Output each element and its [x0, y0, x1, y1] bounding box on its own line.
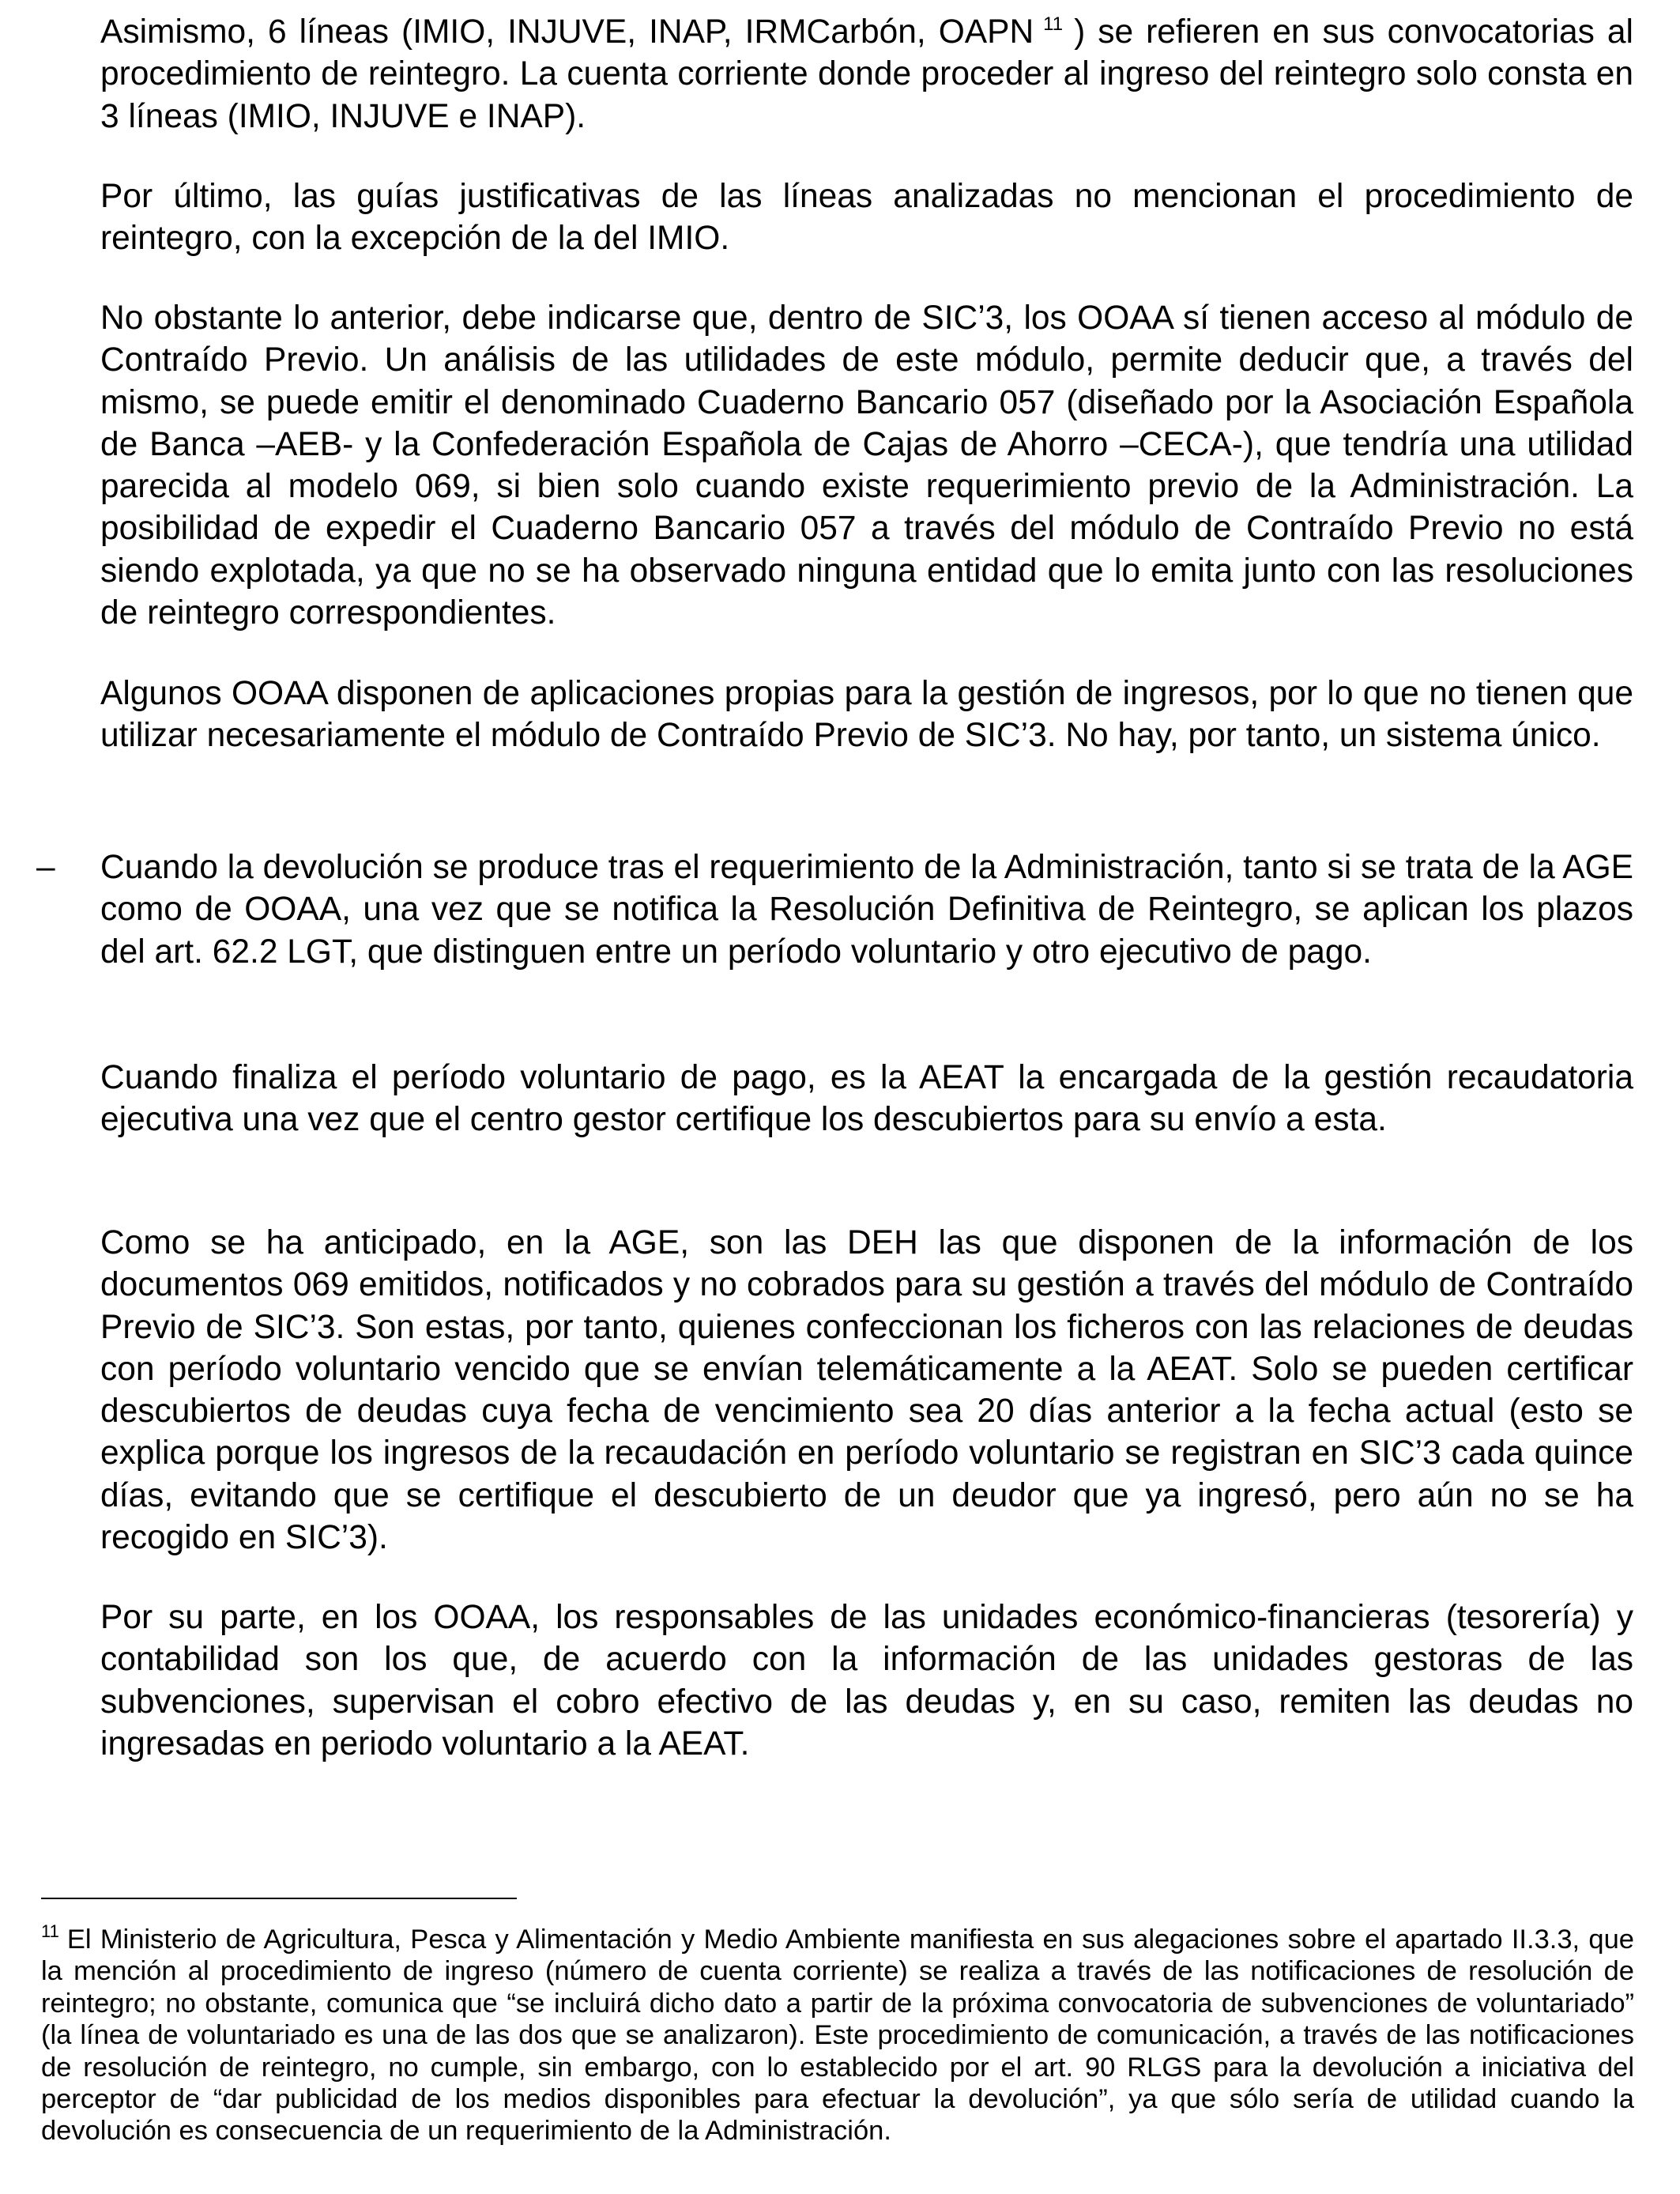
- paragraph-guias-justificativas: Por último, las guías justificativas de las líneas analizadas no mencionan el procedimiento de reintegro, con la excepción de la del IMIO.: [100, 178, 1633, 258]
- footnote-number: 11: [41, 1921, 59, 1941]
- paragraph-reintegro-lineas: [100, 11, 1633, 138]
- paragraph-contraido-previo: No obstante lo anterior, debe indicarse que, dentro de SIC’3, los OOAA sí tienen acceso al módulo de Contraído Previo. Un análisis de las utilidades de este módulo, permite deducir que, a través del mismo, se puede emitir el denominado Cuaderno Bancario 057 (diseñado por la Asociación Española de Banca –AEB- y la Confederación Española de Cajas de Ahorro –CECA-), que tendría una utilidad parecida al modelo 069, si bien solo cuando existe requerimiento previo de la Administración. La posibilidad de expedir el Cuaderno Bancario 057 a través del módulo de Contraído Previo no está siendo explotada, ya que no se ha observado ninguna entidad que lo emita junto con las resoluciones de reintegro correspondientes.: [100, 300, 1633, 632]
- paragraph-text: Asimismo, 6 líneas (IMIO, INJUVE, INAP, IRMCarbón, OAPN: [100, 13, 1034, 51]
- paragraph-aplicaciones-propias: Algunos OOAA disponen de aplicaciones propias para la gestión de ingresos, por lo que no tienen que utilizar necesariamente el módulo de Contraído Previo de SIC’3. No hay, por tanto, un sistema único.: [100, 675, 1633, 755]
- paragraph-ooaa-tesoreria: Por su parte, en los OOAA, los responsables de las unidades económico-financieras (tesorería) y contabilidad son los que, de acuerdo con la información de las unidades gestoras de las subvenciones, supervisan el cobro efectivo de las deudas y, en su caso, remiten las deudas no ingresadas en periodo voluntario a la AEAT.: [100, 1599, 1633, 1762]
- paragraph-deh-age: Como se ha anticipado, en la AGE, son las DEH las que disponen de la información de los documentos 069 emitidos, notificados y no cobrados para su gestión a través del módulo de Contraído Previo de SIC’3. Son estas, por tanto, quienes confeccionan los ficheros con las relaciones de deudas con período voluntario vencido que se envían telemáticamente a la AEAT. Solo se pueden certificar descubiertos de deudas cuya fecha de vencimiento sea 20 días anterior a la fecha actual (esto se explica porque los ingresos de la recaudación en período voluntario se registran en SIC’3 cada quince días, evitando que se certifique el descubierto de un deudor que ya ingresó, pero aún no se ha recogido en SIC’3).: [100, 1224, 1633, 1557]
- footnote-11: [41, 1921, 1634, 2147]
- paragraph-requerimiento-administracion: Cuando la devolución se produce tras el requerimiento de la Administración, tanto si se trata de la AGE como de OOAA, una vez que se notifica la Resolución Definitiva de Reintegro, se aplican los plazos del art. 62.2 LGT, que distinguen entre un período voluntario y otro ejecutivo de pago.: [100, 849, 1633, 971]
- footnote-text: El Ministerio de Agricultura, Pesca y Alimentación y Medio Ambiente manifiesta en sus alegaciones sobre el apartado II.3.3, que la mención al procedimiento de ingreso (número de cuenta corriente) se realiza a través de las notificaciones de resolución de reintegro; no obstante, comunica que “se incluirá dicho dato a partir de la próxima convocatoria de subvenciones de voluntariado” (la línea de voluntariado es una de las dos que se analizaron). Este procedimiento de comunicación, a través de las notificaciones de resolución de reintegro, no cumple, sin embargo, con lo establecido por el art. 90 RLGS para la devolución a iniciativa del perceptor de “dar publicidad de los medios disponibles para efectuar la devolución”, ya que sólo sería de utilidad cuando la devolución es consecuencia de un requerimiento de la Administración.: [41, 1924, 1634, 2147]
- footnote-reference[interactable]: 11: [1043, 13, 1064, 35]
- paragraph-text: ) se refieren en sus convocatorias al procedimiento de reintegro. La cuenta corriente donde proceder al ingreso del reintegro solo consta en 3 líneas (IMIO, INJUVE e INAP).: [100, 13, 1633, 135]
- paragraph-periodo-voluntario: Cuando finaliza el período voluntario de pago, es la AEAT la encargada de la gestión recaudatoria ejecutiva una vez que el centro gestor certifique los descubiertos para su envío a esta.: [100, 1059, 1633, 1139]
- footnote-separator: [41, 1898, 517, 1899]
- list-bullet-dash: –: [36, 849, 55, 886]
